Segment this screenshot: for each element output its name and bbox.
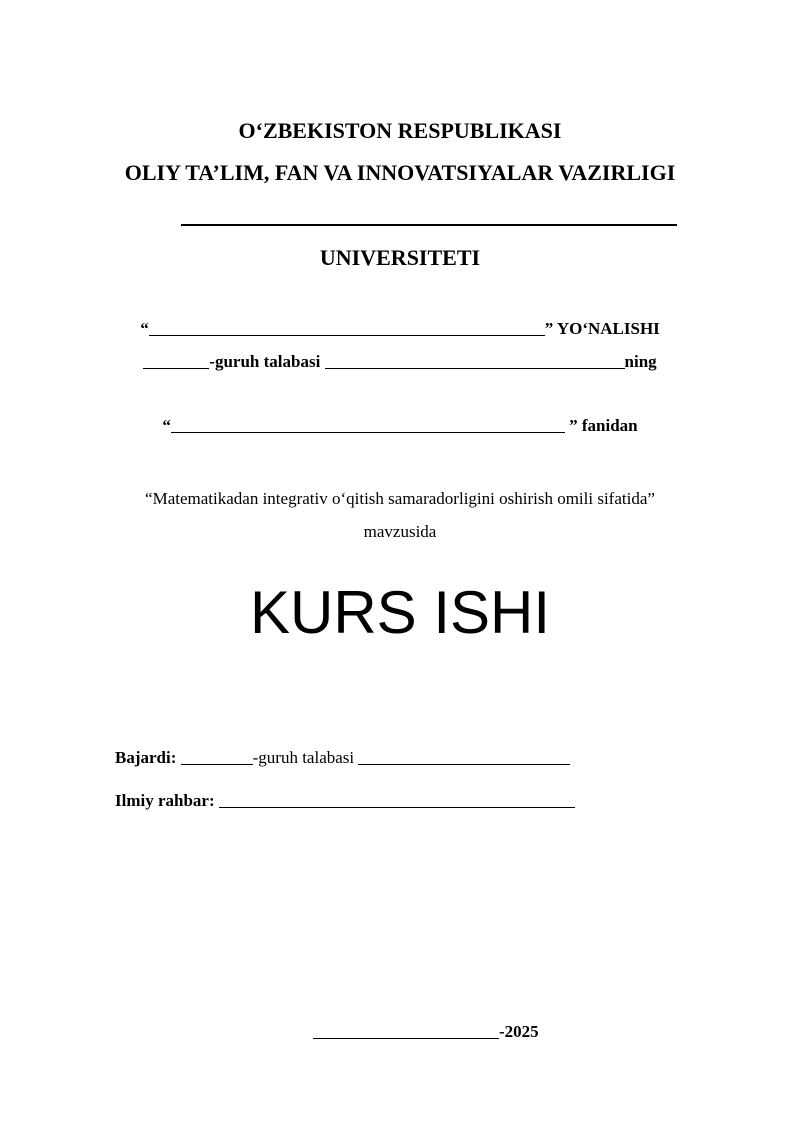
direction-blank bbox=[149, 318, 545, 336]
performed-by-group-blank bbox=[181, 747, 253, 765]
supervisor-line bbox=[115, 790, 575, 811]
ministry-heading: OLIY TA’LIM, FAN VA INNOVATSIYALAR VAZIRLIGI bbox=[124, 160, 676, 185]
performed-by-name-blank bbox=[358, 747, 570, 765]
student-line bbox=[0, 351, 800, 372]
performed-by-label: Bajardi: bbox=[115, 748, 177, 767]
topic-suffix: mavzusida bbox=[363, 522, 437, 541]
subject-open-quote: “ bbox=[162, 416, 171, 435]
university-name-blank bbox=[181, 224, 677, 226]
subject-line bbox=[0, 415, 800, 436]
performed-by-group-suffix: -guruh talabasi bbox=[252, 748, 359, 767]
performed-by-line bbox=[115, 747, 570, 768]
direction-open-quote: “ bbox=[140, 319, 149, 338]
supervisor-label: Ilmiy rahbar: bbox=[115, 791, 215, 810]
document-title: KURS ISHI bbox=[249, 579, 551, 646]
subject-suffix: ” fanidan bbox=[564, 416, 638, 435]
group-suffix: -guruh talabasi bbox=[209, 352, 325, 371]
student-name-suffix: ning bbox=[624, 352, 657, 371]
supervisor-name-blank bbox=[219, 790, 575, 808]
country-heading: O‘ZBEKISTON RESPUBLIKASI bbox=[238, 118, 562, 143]
city-blank bbox=[313, 1021, 499, 1039]
direction-line bbox=[0, 318, 800, 339]
group-blank bbox=[143, 351, 209, 369]
topic-text: “Matematikadan integrativ o‘qitish samaradorligini oshirish omili sifatida” bbox=[145, 489, 655, 508]
year: -2025 bbox=[499, 1022, 539, 1041]
university-heading: UNIVERSITETI bbox=[319, 245, 481, 270]
subject-blank bbox=[171, 415, 565, 433]
year-line bbox=[313, 1021, 539, 1042]
direction-label: ” YO‘NALISHI bbox=[544, 319, 660, 338]
student-name-blank bbox=[325, 351, 625, 369]
